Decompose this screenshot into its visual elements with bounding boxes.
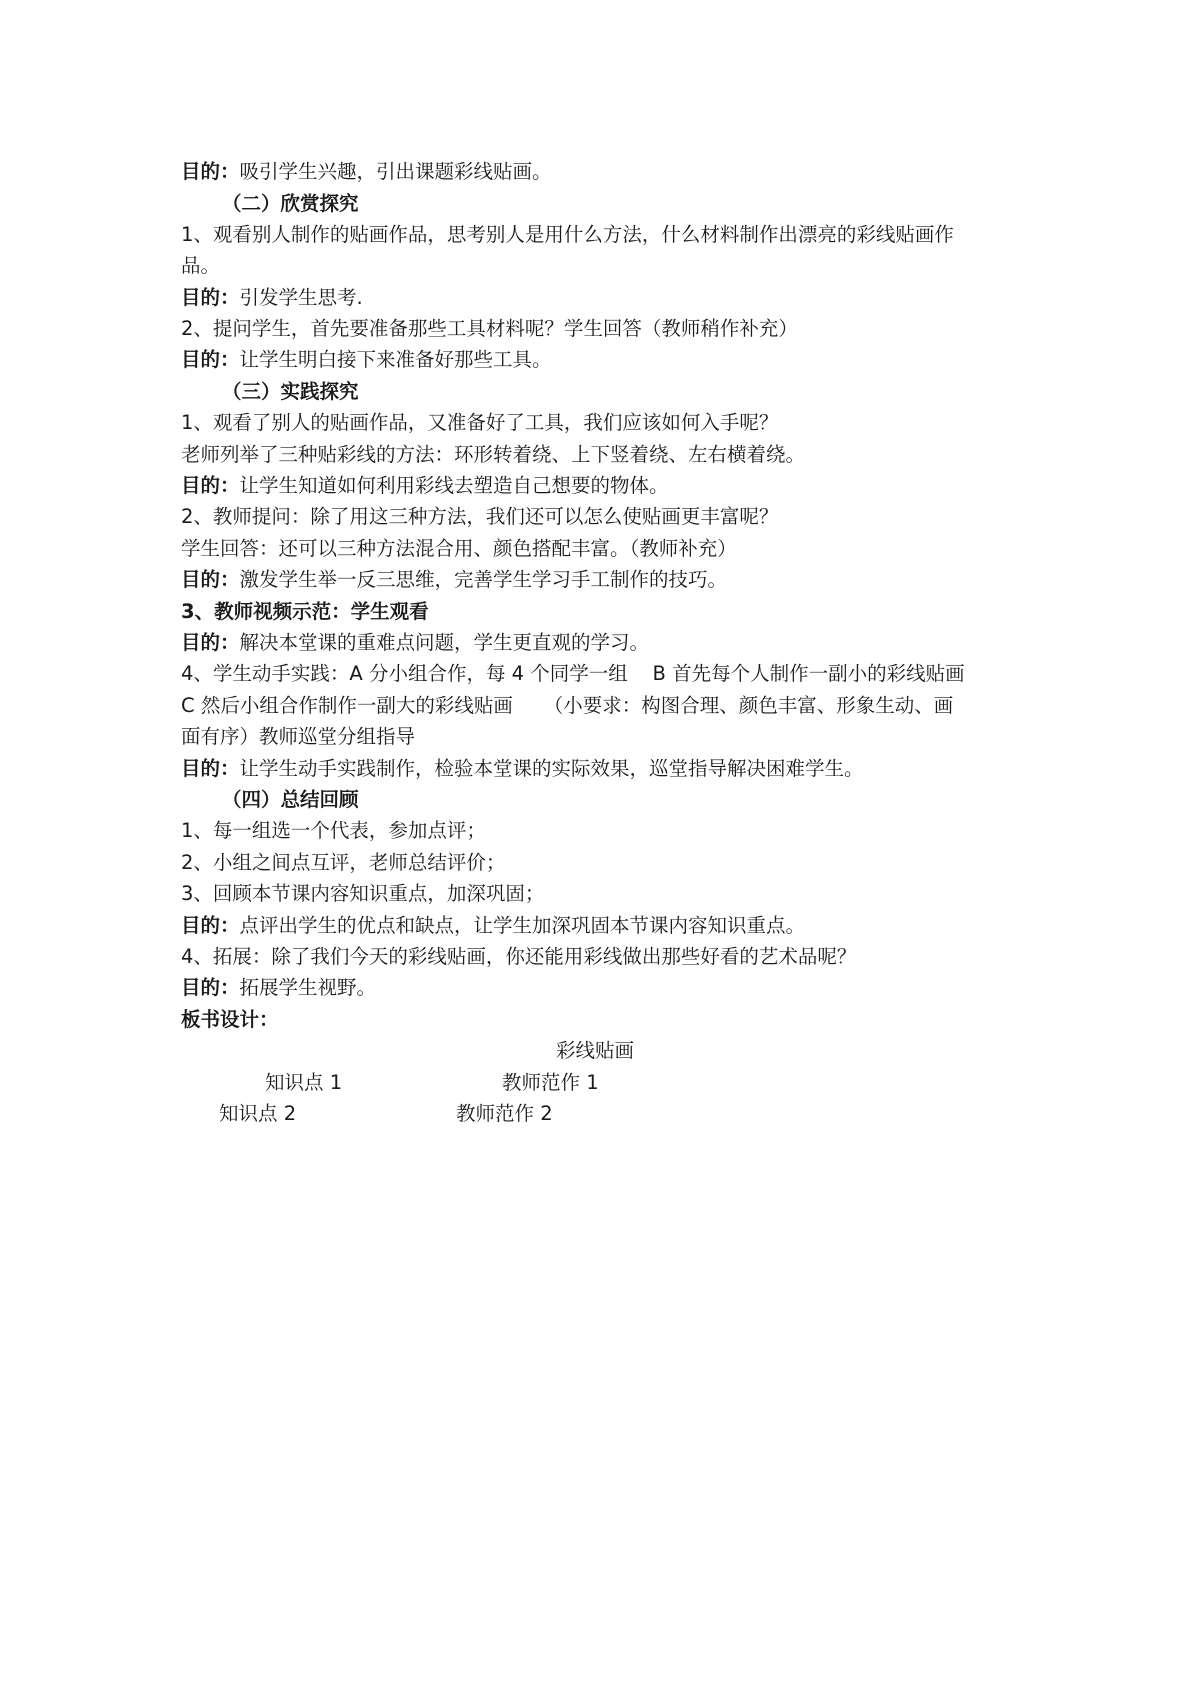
purpose-line (181, 757, 864, 781)
body-line: 学生回答：还可以三种方法混合用、颜色搭配丰富。（教师补充） (181, 537, 737, 560)
purpose-line (181, 914, 805, 938)
purpose-text: 拓展学生视野。 (239, 976, 377, 999)
purpose-text: 解决本堂课的重难点问题，学生更直观的学习。 (239, 631, 650, 654)
purpose-text: 让学生明白接下来准备好那些工具。 (239, 348, 552, 371)
body-line: 4、学生动手实践：A 分小组合作，每 4 个同学一组 B 首先每个人制作一副小的彩线贴画 (181, 662, 965, 685)
purpose-text: 吸引学生兴趣，引出课题彩线贴画。 (239, 160, 552, 183)
board-teacher-example-2: 教师范作 2 (456, 1102, 553, 1125)
purpose-label: 目的： (181, 348, 240, 371)
purpose-label: 目的： (181, 757, 240, 780)
body-line: 2、小组之间点互评，老师总结评价； (181, 851, 506, 874)
body-line: 2、教师提问：除了用这三种方法，我们还可以怎么使贴画更丰富呢？ (181, 505, 779, 528)
body-line: C 然后小组合作制作一副大的彩线贴画 （小要求：构图合理、颜色丰富、形象生动、画 (181, 694, 954, 717)
purpose-text: 点评出学生的优点和缺点，让学生加深巩固本节课内容知识重点。 (239, 914, 806, 937)
purpose-label: 目的： (181, 976, 240, 999)
section-heading: （三）实践探究 (222, 380, 359, 403)
purpose-text: 激发学生举一反三思维，完善学生学习手工制作的技巧。 (239, 568, 728, 591)
purpose-line (181, 976, 376, 1000)
body-line: 1、观看了别人的贴画作品，又准备好了工具，我们应该如何入手呢？ (181, 411, 779, 434)
body-line: 2、提问学生，首先要准备那些工具材料呢？学生回答（教师稍作补充） (181, 317, 798, 340)
purpose-text: 让学生动手实践制作，检验本堂课的实际效果，巡堂指导解决困难学生。 (239, 757, 864, 780)
purpose-text: 引发学生思考. (239, 286, 363, 309)
board-teacher-example-1: 教师范作 1 (502, 1071, 599, 1094)
section-heading: （四）总结回顾 (222, 788, 359, 811)
purpose-label: 目的： (181, 160, 240, 183)
body-line: 老师列举了三种贴彩线的方法：环形转着绕、上下竖着绕、左右横着绕。 (181, 443, 806, 466)
body-line: 4、拓展：除了我们今天的彩线贴画，你还能用彩线做出那些好看的艺术品呢？ (181, 945, 857, 968)
purpose-line (181, 568, 727, 592)
purpose-label: 目的： (181, 474, 240, 497)
purpose-label: 目的： (181, 286, 240, 309)
board-design-heading: 板书设计： (181, 1008, 279, 1031)
body-line-bold: 3、教师视频示范：学生观看 (181, 600, 429, 623)
purpose-text: 让学生知道如何利用彩线去塑造自己想要的物体。 (239, 474, 669, 497)
purpose-label: 目的： (181, 631, 240, 654)
body-line: 1、观看别人制作的贴画作品，思考别人是用什么方法，什么材料制作出漂亮的彩线贴画作 (181, 223, 954, 246)
purpose-line (181, 474, 669, 498)
body-line: 品。 (181, 254, 221, 277)
body-line: 1、每一组选一个代表，参加点评； (181, 819, 486, 842)
purpose-line (181, 160, 552, 184)
section-heading: （二）欣赏探究 (222, 192, 359, 215)
purpose-label: 目的： (181, 568, 240, 591)
purpose-line (181, 631, 649, 655)
body-line: 3、回顾本节课内容知识重点，加深巩固； (181, 882, 545, 905)
board-knowledge-point-2: 知识点 2 (219, 1102, 297, 1125)
purpose-line (181, 286, 363, 310)
purpose-label: 目的： (181, 914, 240, 937)
purpose-line (181, 348, 552, 372)
body-line: 面有序）教师巡堂分组指导 (181, 725, 416, 748)
board-knowledge-point-1: 知识点 1 (265, 1071, 343, 1094)
board-title: 彩线贴画 (556, 1039, 635, 1062)
